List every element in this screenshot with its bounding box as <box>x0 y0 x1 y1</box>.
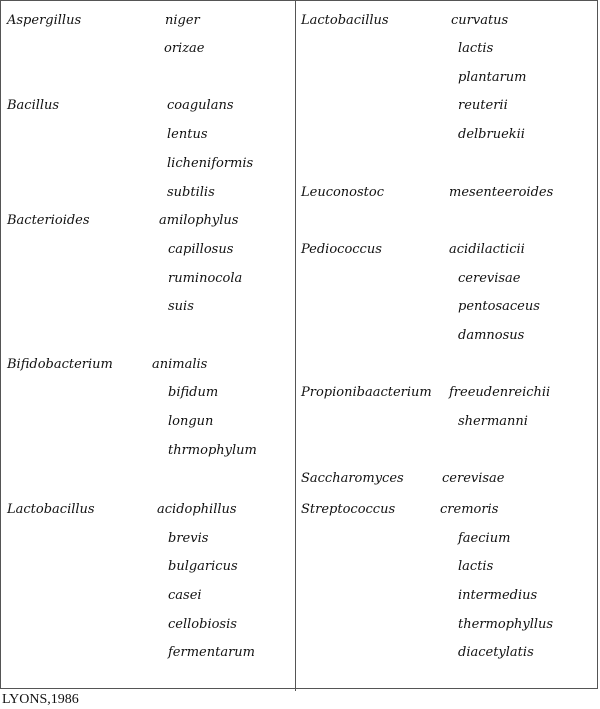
genus-bifidobacterium: Bifidobacterium <box>7 357 113 372</box>
species-mesenteeroides: mesenteeroides <box>449 185 554 200</box>
species-reuterii: reuterii <box>458 98 508 113</box>
genus-bacterioides: Bacterioides <box>7 213 90 228</box>
species-cremoris: cremoris <box>440 502 499 517</box>
species-capillosus: capillosus <box>168 242 234 257</box>
genus-pediococcus: Pediococcus <box>301 242 382 257</box>
genus-saccharomyces: Saccharomyces <box>301 471 404 486</box>
species-cerevisae-sacch: cerevisae <box>442 471 505 486</box>
species-cellobiosis: cellobiosis <box>168 617 237 632</box>
species-animalis: animalis <box>152 357 208 372</box>
species-bifidum: bifidum <box>168 385 219 400</box>
species-niger: niger <box>165 13 200 28</box>
column-divider <box>295 0 296 691</box>
species-plantarum: plantarum <box>458 70 527 85</box>
species-acidilacticii: acidilacticii <box>449 242 525 257</box>
species-intermedius: intermedius <box>458 588 538 603</box>
species-subtilis: subtilis <box>167 185 215 200</box>
species-fermentarum: fermentarum <box>168 645 256 660</box>
species-damnosus: damnosus <box>458 328 525 343</box>
species-casei: casei <box>168 588 202 603</box>
species-cerevisae-pedio: cerevisae <box>458 271 521 286</box>
species-delbruekii: delbruekii <box>458 127 525 142</box>
species-longun: longun <box>168 414 214 429</box>
genus-aspergillus: Aspergillus <box>7 13 82 28</box>
species-licheniformis: licheniformis <box>167 156 254 171</box>
species-orizae: orizae <box>164 41 205 56</box>
genus-streptococcus: Streptococcus <box>301 502 396 517</box>
species-ruminocola: ruminocola <box>168 271 243 286</box>
species-coagulans: coagulans <box>167 98 234 113</box>
species-amilophylus: amilophylus <box>159 213 239 228</box>
species-diacetylatis: diacetylatis <box>458 645 534 660</box>
species-lactis-lacto: lactis <box>458 41 494 56</box>
genus-bacillus: Bacillus <box>7 98 60 113</box>
species-faecium: faecium <box>458 531 511 546</box>
species-acidophillus: acidophillus <box>157 502 237 517</box>
species-curvatus: curvatus <box>451 13 509 28</box>
species-suis: suis <box>168 299 194 314</box>
species-thrmophylum: thrmophylum <box>168 443 257 458</box>
source-citation: LYONS,1986 <box>2 692 79 707</box>
species-lentus: lentus <box>167 127 208 142</box>
genus-propionibaacterium: Propionibaacterium <box>301 385 432 400</box>
genus-lactobacillus-right: Lactobacillus <box>301 13 389 28</box>
species-brevis: brevis <box>168 531 209 546</box>
species-pentosaceus: pentosaceus <box>458 299 540 314</box>
species-shermanni: shermanni <box>458 414 528 429</box>
species-lactis-strepto: lactis <box>458 559 494 574</box>
genus-lactobacillus-left: Lactobacillus <box>7 502 95 517</box>
genus-leuconostoc: Leuconostoc <box>301 185 385 200</box>
species-freeudenreichii: freeudenreichii <box>449 385 551 400</box>
species-thermophyllus: thermophyllus <box>458 617 554 632</box>
species-bulgaricus: bulgaricus <box>168 559 238 574</box>
